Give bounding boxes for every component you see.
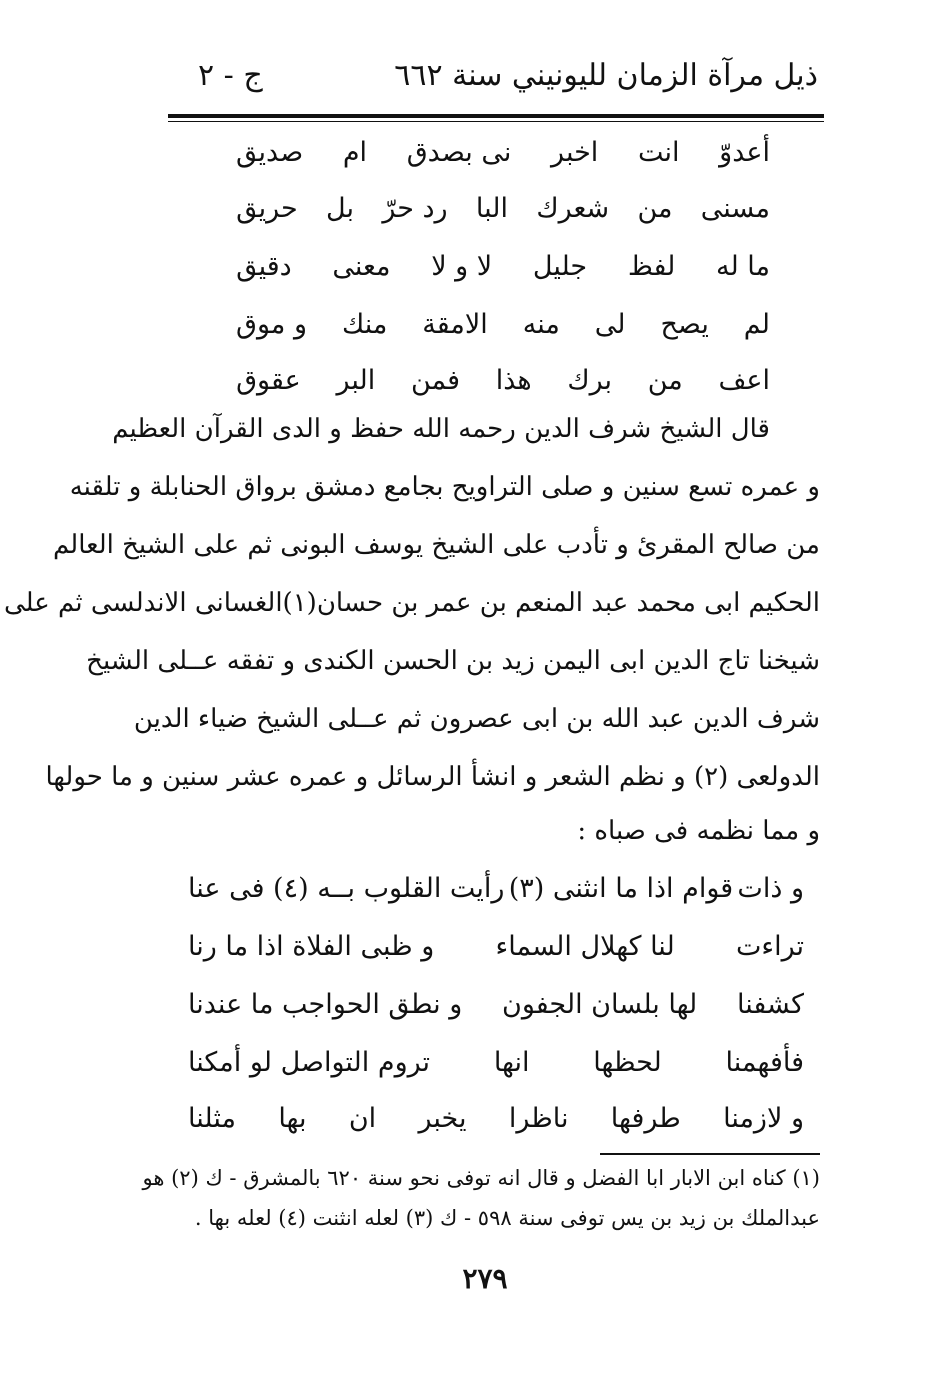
verse-word: و ذات <box>737 872 804 904</box>
verse-line <box>188 868 804 908</box>
verse-word: لم <box>743 308 770 340</box>
verse-word: و لازمنا <box>723 1102 804 1134</box>
verse-word: ناظرا <box>508 1102 569 1134</box>
prose-line: و عمره تسع سنين و صلى التراويح بجامع دمشق برواق الحنابلة و تلقنه <box>69 472 820 502</box>
verse-word: البا <box>475 192 508 224</box>
header-volume: ج - ٢ <box>198 58 263 93</box>
verse-line <box>188 984 804 1024</box>
footnote-line: (١) كناه ابن الابار ابا الفضل و قال انه توفى نحو سنة ٦٢٠ بالمشرق - ك (٢) هو <box>142 1166 820 1190</box>
header-rule-thin <box>168 121 824 122</box>
verse-word: قوام اذا ما انثنى (٣) <box>508 872 734 904</box>
header-rule-thick <box>168 114 824 118</box>
verse-word: مسنى <box>700 192 770 224</box>
footnote-line: عبدالملك بن زيد بن يس توفى سنة ٥٩٨ - ك (٣) لعله انثنت (٤) لعله بها . <box>194 1206 820 1230</box>
verse-word: فمن <box>410 364 461 396</box>
verse-word: صديق <box>236 136 304 168</box>
prose-line: شيخنا تاج الدين ابى اليمن زيد بن الحسن الكندى و تفقه عــلى الشيخ <box>86 646 820 676</box>
prose-line: من صالح المقرئ و تأدب على الشيخ يوسف البونى ثم على الشيخ العالم <box>53 530 820 560</box>
footnotes <box>142 1166 820 1246</box>
verse-word: ان <box>348 1102 377 1134</box>
verse-word: منه <box>522 308 560 340</box>
verse-word: لحظها <box>593 1046 662 1078</box>
prose-line: الدولعى (٢) و نظم الشعر و انشأ الرسائل و عمره عشر سنين و ما حولها <box>45 762 820 792</box>
verse-word: حريق <box>236 192 298 224</box>
verse-line <box>236 246 770 286</box>
verse-word: فأفهمنا <box>725 1046 804 1078</box>
prose-line: و مما نظمه فى صباه : <box>577 816 820 846</box>
page-number: ٢٧٩ <box>462 1262 508 1295</box>
poem-second <box>188 868 804 1148</box>
verse-word: ام <box>342 136 368 168</box>
verse-word: لا و لا <box>431 250 493 282</box>
verse-word: من <box>637 192 673 224</box>
verse-word: يصح <box>660 308 709 340</box>
verse-word: اخبر <box>551 136 599 168</box>
verse-line <box>236 360 770 400</box>
prose-paragraph <box>3 414 820 854</box>
verse-word: بها <box>278 1102 307 1134</box>
verse-word: رد حرّ <box>382 192 448 224</box>
verse-word: البر <box>336 364 376 396</box>
verse-word: لى <box>594 308 626 340</box>
verse-word: عقوق <box>236 364 301 396</box>
verse-word: كشفنا <box>737 988 804 1020</box>
verse-word: شعرك <box>536 192 610 224</box>
verse-word: لنا كهلال السماء <box>495 930 675 962</box>
verse-word: دقيق <box>236 250 292 282</box>
footnote-rule <box>600 1153 820 1155</box>
verse-word: و نطق الحواجب ما عندنا <box>188 988 463 1020</box>
verse-word: ما له <box>716 250 770 282</box>
verse-line <box>188 926 804 966</box>
running-header <box>168 52 818 112</box>
verse-word: هذا <box>495 364 532 396</box>
poem-first <box>236 132 770 402</box>
verse-line <box>236 132 770 172</box>
verse-word: أعدوّ <box>719 136 770 168</box>
verse-word: برك <box>567 364 613 396</box>
verse-word: لها بلسان الجفون <box>502 988 698 1020</box>
prose-line: شرف الدين عبد الله بن ابى عصرون ثم عــلى الشيخ ضياء الدين <box>133 704 820 734</box>
verse-word: تراءت <box>735 930 804 962</box>
verse-line <box>188 1098 804 1138</box>
verse-word: و ظبى الفلاة اذا ما رنا <box>188 930 435 962</box>
verse-word: تروم التواصل لو أمكنا <box>188 1046 431 1078</box>
verse-word: الامقة <box>422 308 488 340</box>
verse-word: بل <box>326 192 354 224</box>
verse-word: منك <box>341 308 388 340</box>
prose-line: قال الشيخ شرف الدين رحمه الله حفظ و الدى القرآن العظيم <box>112 414 770 444</box>
verse-line <box>188 1042 804 1082</box>
verse-word: انت <box>637 136 680 168</box>
verse-word: معنى <box>332 250 391 282</box>
verse-word: جليل <box>532 250 588 282</box>
verse-word: و موق <box>236 308 308 340</box>
header-title: ذيل مرآة الزمان لليونيني سنة ٦٦٢ <box>394 58 818 93</box>
verse-word: من <box>647 364 683 396</box>
verse-word: اعف <box>718 364 770 396</box>
verse-word: مثلنا <box>188 1102 236 1134</box>
verse-word: رأيت القلوب بــه (٤) فى عنا <box>188 872 505 904</box>
verse-line <box>236 188 770 228</box>
verse-word: يخبر <box>418 1102 467 1134</box>
verse-word: طرفها <box>610 1102 681 1134</box>
verse-word: نى بصدق <box>406 136 512 168</box>
verse-word: لفظ <box>627 250 676 282</box>
verse-word: انها <box>493 1046 530 1078</box>
verse-line <box>236 304 770 344</box>
prose-line: الحكيم ابى محمد عبد المنعم بن عمر بن حسان(١)الغسانى الاندلسى ثم على <box>3 588 820 618</box>
